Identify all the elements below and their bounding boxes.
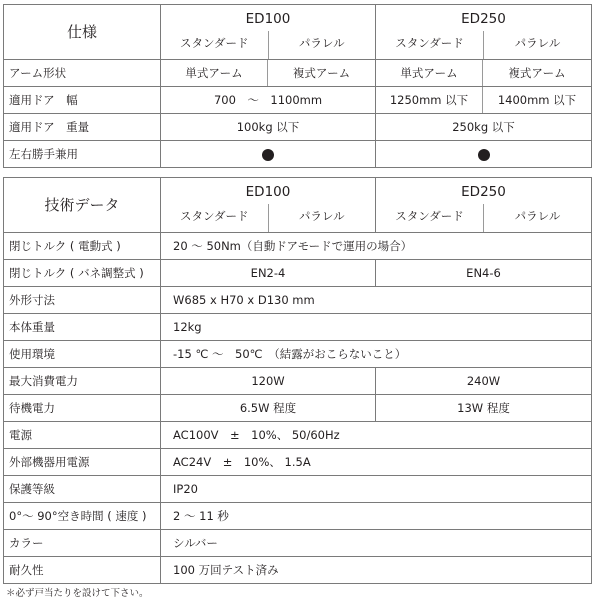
cell-value: 100 万回テスト済み	[161, 557, 592, 584]
table-row	[4, 341, 592, 368]
cell-value: 1250mm 以下	[376, 87, 483, 114]
row-label: 待機電力	[4, 395, 161, 422]
row-label: 耐久性	[4, 557, 161, 584]
cell-value: シルバー	[161, 530, 592, 557]
row-label: 外部機器用電源	[4, 449, 161, 476]
model-header-ed250	[376, 178, 592, 233]
cell-value: -15 ℃ ～ 50℃ （結露がおこらないこと）	[161, 341, 592, 368]
cell-value: 複式アーム	[268, 60, 376, 87]
cell-value: EN4-6	[376, 260, 592, 287]
cell-value	[376, 141, 592, 168]
cell-value: AC100V ± 10%、 50/60Hz	[161, 422, 592, 449]
table-row	[4, 233, 592, 260]
model-header-ed100	[161, 5, 376, 60]
variant-standard: スタンダード	[179, 209, 249, 223]
spec-table-title: 仕様	[4, 5, 161, 60]
cell-value: 6.5W 程度	[161, 395, 376, 422]
cell-value: 700 ～ 1100mm	[161, 87, 376, 114]
row-label: カラー	[4, 530, 161, 557]
cell-value: IP20	[161, 476, 592, 503]
variant-parallel: パラレル	[483, 31, 591, 59]
table-row	[4, 395, 592, 422]
cell-value	[161, 141, 376, 168]
row-label: 左右勝手兼用	[4, 141, 161, 168]
cell-value: 250kg 以下	[376, 114, 592, 141]
model-name: ED250	[461, 11, 506, 27]
variant-standard: スタンダード	[395, 209, 464, 223]
table-row	[4, 87, 592, 114]
cell-value: 2 ～ 11 秒	[161, 503, 592, 530]
variant-parallel: パラレル	[483, 204, 591, 232]
table-row	[4, 260, 592, 287]
table-row	[4, 141, 592, 168]
cell-value: 240W	[376, 368, 592, 395]
row-label: 使用環境	[4, 341, 161, 368]
cell-value: 複式アーム	[483, 60, 592, 87]
model-name: ED250	[461, 184, 506, 200]
filled-circle-icon	[262, 149, 274, 161]
model-name: ED100	[245, 184, 291, 200]
table-row	[4, 60, 592, 87]
cell-value: EN2-4	[161, 260, 376, 287]
row-label: 最大消費電力	[4, 368, 161, 395]
table-row	[4, 503, 592, 530]
filled-circle-icon	[478, 149, 490, 161]
cell-value: 13W 程度	[376, 395, 592, 422]
table-row	[4, 368, 592, 395]
footnote: ＊必ず戸当たりを設けて下さい。	[6, 588, 149, 599]
table-row	[4, 530, 592, 557]
row-label: 本体重量	[4, 314, 161, 341]
variant-parallel: パラレル	[268, 204, 376, 232]
table-row	[4, 314, 592, 341]
row-label: 電源	[4, 422, 161, 449]
row-label: 閉じトルク ( 電動式 )	[4, 233, 161, 260]
variant-parallel: パラレル	[268, 31, 376, 59]
table-row	[4, 557, 592, 584]
cell-value: 単式アーム	[161, 60, 268, 87]
cell-value: 20 ～ 50Nm（自動ドアモードで運用の場合）	[161, 233, 592, 260]
row-label: 外形寸法	[4, 287, 161, 314]
cell-value: AC24V ± 10%、 1.5A	[161, 449, 592, 476]
cell-value: W685 x H70 x D130 mm	[161, 287, 592, 314]
table-row	[4, 476, 592, 503]
model-header-ed250	[376, 5, 592, 60]
row-label: アーム形状	[4, 60, 161, 87]
table-row	[4, 422, 592, 449]
tech-table	[3, 177, 592, 584]
table-row	[4, 449, 592, 476]
row-label: 0°～ 90°空き時間 ( 速度 )	[4, 503, 161, 530]
tech-table-title: 技術データ	[4, 178, 161, 233]
cell-value: 100kg 以下	[161, 114, 376, 141]
cell-value: 12kg	[161, 314, 592, 341]
row-label: 適用ドア 重量	[4, 114, 161, 141]
model-header-ed100	[161, 178, 376, 233]
row-label: 閉じトルク ( バネ調整式 )	[4, 260, 161, 287]
tech-header-row	[4, 178, 592, 233]
spec-header-row	[4, 5, 592, 60]
cell-value: 単式アーム	[376, 60, 483, 87]
row-label: 適用ドア 幅	[4, 87, 161, 114]
cell-value: 1400mm 以下	[483, 87, 592, 114]
table-row	[4, 114, 592, 141]
cell-value: 120W	[161, 368, 376, 395]
table-row	[4, 287, 592, 314]
spec-table	[3, 4, 592, 168]
row-label: 保護等級	[4, 476, 161, 503]
variant-standard: スタンダード	[179, 36, 249, 50]
model-name: ED100	[245, 11, 291, 27]
variant-standard: スタンダード	[395, 36, 464, 50]
